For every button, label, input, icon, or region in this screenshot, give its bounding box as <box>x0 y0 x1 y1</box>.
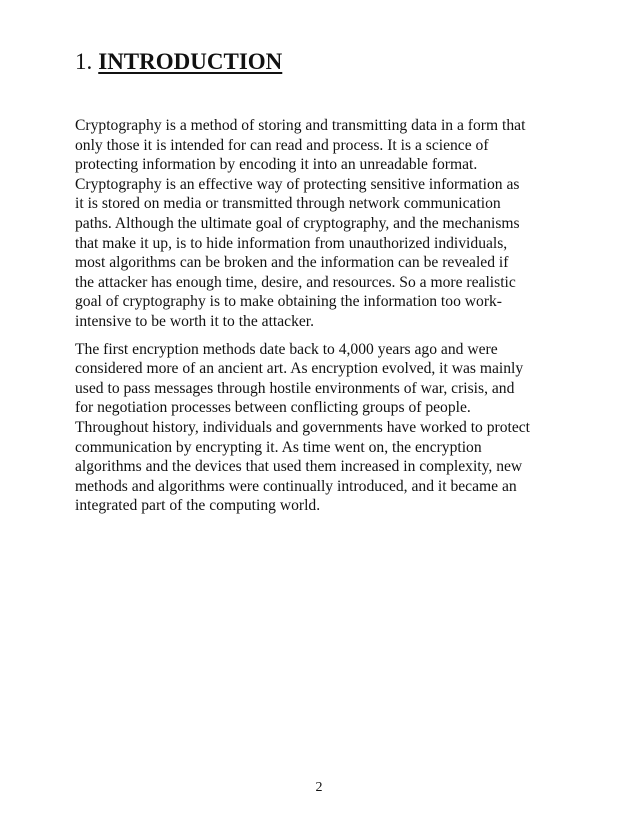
text-line: Cryptography is a method of storing and transmitting data in a form that <box>75 117 526 134</box>
text-line: most algorithms can be broken and the information can be revealed if <box>75 254 509 272</box>
text-line: methods and algorithms were continually introduced, and it became an <box>75 477 517 495</box>
text-line: used to pass messages through hostile environments of war, crisis, and <box>75 379 515 397</box>
section-number: 1. <box>75 49 93 74</box>
text-line: only those it is intended for can read and process. It is a science of <box>75 136 489 154</box>
text-line: for negotiation processes between conflicting groups of people. <box>75 399 471 417</box>
section-title: INTRODUCTION <box>98 49 283 74</box>
text-line: protecting information by encoding it into an unreadable format. <box>75 156 478 174</box>
text-line: goal of cryptography is to make obtaining the information too work- <box>75 293 503 311</box>
section-heading <box>75 47 282 77</box>
text-line: The first encryption methods date back to 4,000 years ago and were <box>75 340 498 358</box>
text-line: intensive to be worth it to the attacker. <box>75 312 315 330</box>
text-line: Throughout history, individuals and governments have worked to protect <box>75 418 531 436</box>
text-line: that make it up, is to hide information from unauthorized individuals, <box>75 234 508 252</box>
text-line: algorithms and the devices that used them increased in complexity, new <box>75 458 523 476</box>
text-line: paths. Although the ultimate goal of cryptography, and the mechanisms <box>75 214 520 232</box>
text-line: Cryptography is an effective way of protecting sensitive information as <box>75 175 520 193</box>
paragraph-1 <box>75 116 565 332</box>
body-text <box>75 116 565 516</box>
text-line: considered more of an ancient art. As encryption evolved, it was mainly <box>75 360 524 378</box>
text-line: communication by encrypting it. As time went on, the encryption <box>75 438 482 456</box>
text-line: the attacker has enough time, desire, and resources. So a more realistic <box>75 273 516 291</box>
page-number: 2 <box>315 780 323 795</box>
text-line: it is stored on media or transmitted through network communication <box>75 195 501 213</box>
text-line: integrated part of the computing world. <box>75 497 321 515</box>
paragraph-2 <box>75 340 565 516</box>
